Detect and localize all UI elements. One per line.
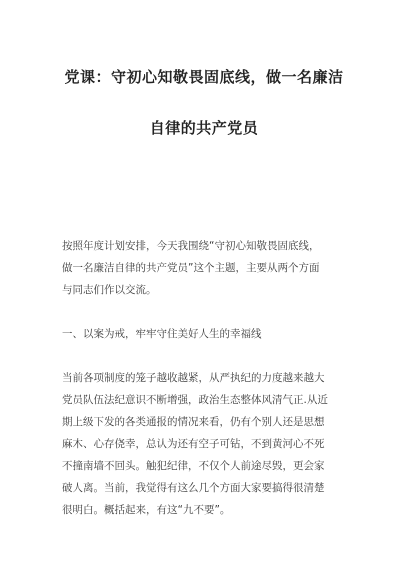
intro-line: 与同志们作以交流。 [62,284,157,296]
body-line: 期上级下发的各类通报的情况来看，仍有个别人还是思想 [62,416,325,428]
body-line: 麻木、心存侥幸，总认为还有空子可钻，不到黄河心不死 [62,438,325,450]
intro-line: 做一名廉洁自律的共产党员”这个主题，主要从两个方面 [62,262,320,274]
section-1-paragraph [62,367,362,521]
body-line: 党员队伍法纪意识不断增强，政治生态整体风清气正.从近 [62,394,328,406]
body-line: 当前各项制度的笼子越收越紧，从严执纪的力度越来越大 [62,372,325,384]
section-heading-text: 一、以案为戒，牢牢守住美好人生的幸福线 [62,328,262,340]
intro-line: 按照年度计划安排，今天我围绕“守初心知敬畏固底线， [62,240,320,252]
body-line: 很明白。概括起来，有这“九不要”。 [62,504,231,516]
document-title-line-2: 自律的共产党员 [149,119,259,137]
document-title-line-1: 党课：守初心知敬畏固底线，做一名廉洁 [64,68,344,86]
section-1-heading [62,323,362,345]
intro-paragraph [62,235,362,301]
body-line: 不撞南墙不回头。触犯纪律，不仅个人前途尽毁，更会家 [62,460,325,472]
body-line: 破人离。当前，我觉得有这么几个方面大家要搞得很清楚 [62,482,325,494]
